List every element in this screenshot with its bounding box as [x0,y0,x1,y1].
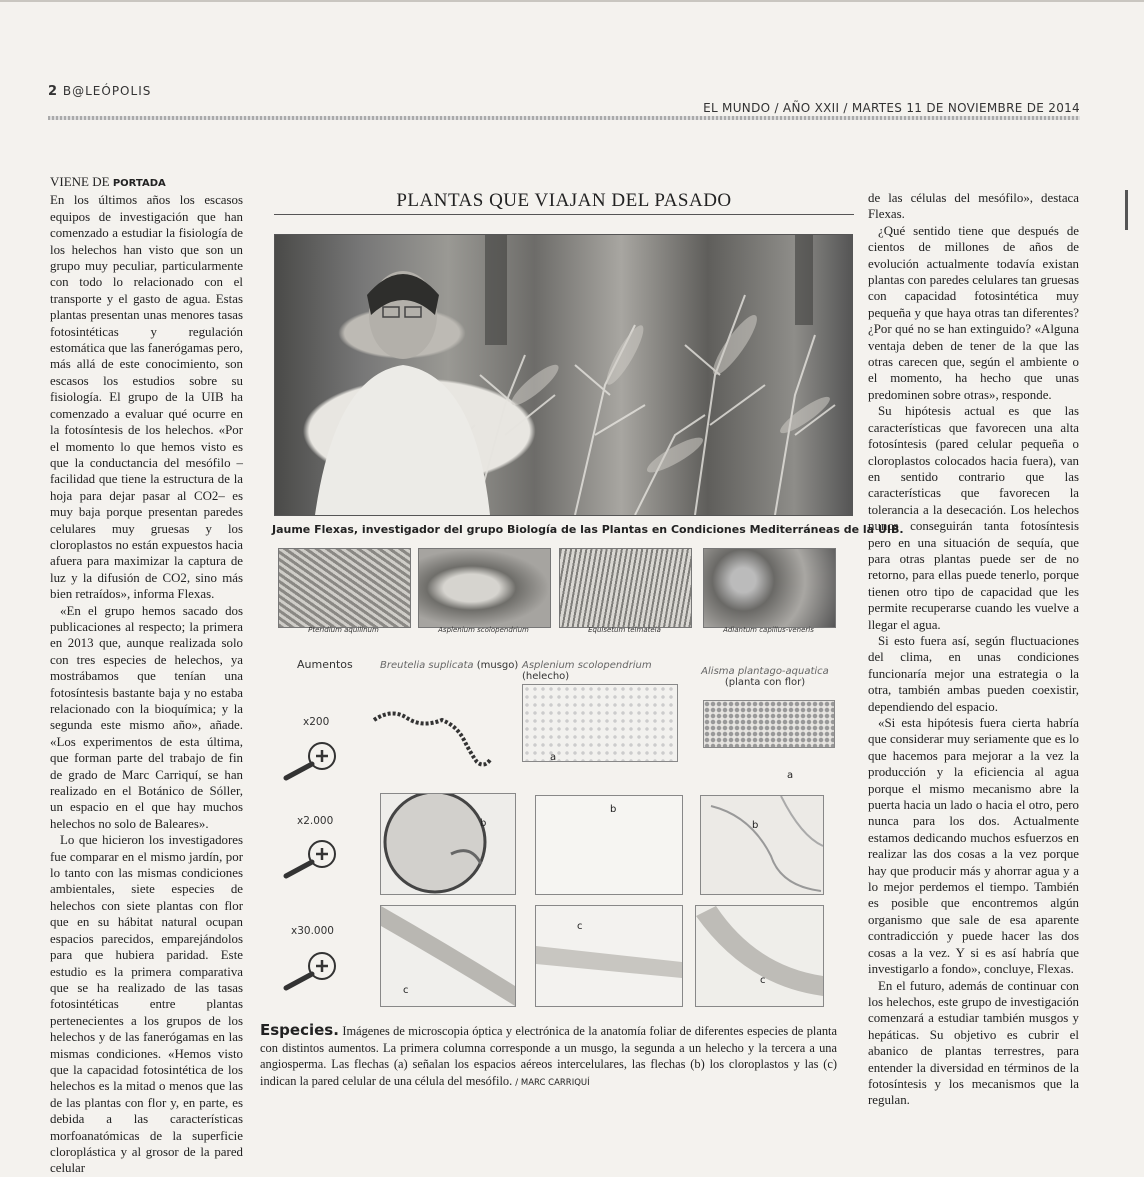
main-photo [274,234,853,516]
page-header-left [48,84,151,99]
micro-fern-x30000 [535,905,683,1007]
species-type: (musgo) [476,660,519,671]
article-column-3 [868,190,1079,1109]
article-title: PLANTAS QUE VIAJAN DEL PASADO [396,190,732,211]
arrow-label: c [577,921,583,932]
micro-moss-x200 [372,690,510,770]
masthead-date: EL MUNDO / AÑO XXII / MARTES 11 DE NOVIEMBRE DE 2014 [703,101,1080,115]
arrow-label: c [760,975,766,986]
paragraph: En los últimos años los escasos equipos de investigación que han comenzado a estudiar la fisiología de los helechos han visto que son un grupo muy peculiar, particularmente con todo lo relacionado con el transporte y el gasto de agua. Estas plantas presentan unas menores tasas fotosintéticas y regulación estomática que las fanerógamas pero, más allá de este conocimiento, son escasos los estudios sobre su fisiología. El grupo de la UIB ha comenzado a evaluar qué ocurre en la fotosíntesis de los helechos. «Por el momento lo que hemos visto es que la conductancia del mesófilo –facilidad que tiene la estructura de la hoja para dejar pasar al CO2– es muy baja porque presentan paredes celulares muy gruesas y los cloroplastos no están expuestos hacia afuera para maximizar la captura de luz y la difusión de CO2, sino más bien retraídos», informa Flexas. [50,193,243,602]
arrow-label: c [403,985,409,996]
caption-lead: Especies. [260,1021,339,1039]
thumbnail-label: Pteridium aquilinum [308,626,379,634]
species-name: Asplenium scolopendrium [522,660,652,671]
magnification-label: x2.000 [297,815,334,827]
paragraph: ¿Qué sentido tiene que después de cientos de millones de años de evolución actualmente todavía existan plantas con paredes celulares tan gruesas con capacidad fotosintética muy pequeña y que haya otras tan diferentes? ¿Por qué no se han extinguido? «Alguna ventaja deben de tener de la que las otras carecen que, según el ambiente o el momento, ha hecho que unas predominen sobre otras», responde. [868,223,1079,402]
magnification-header: Aumentos [297,658,353,671]
micro-moss-x2000 [380,793,516,895]
thumbnail-asplenium [418,548,551,628]
scan-margin-mark [1125,190,1128,230]
arrow-label: a [787,770,794,781]
figure-caption [260,1022,837,1091]
kicker [50,174,243,192]
fern-photo-illustration [275,235,852,515]
thumbnail-pteridium [278,548,411,628]
micro-fern-x200 [522,684,678,762]
thumbnail-label: Asplenium scolopendrium [438,626,529,634]
article-column-1 [50,174,243,1177]
title-rule [274,214,854,215]
species-type: (planta con flor) [724,677,806,688]
caption-text: Imágenes de microscopia óptica y electrónica de la anatomía foliar de diferentes especies de planta con distintos aumentos. La primera columna corresponde a un musgo, la segunda a un helecho y la tercera a una angiosperma. Las flechas (a) señalan los espacios aéreos intercelulares, las flechas (b) los cloroplastos y las (c) indican la pared celular de una célula del mesófilo. [260,1024,837,1088]
section-name: B@LEÓPOLIS [62,84,152,98]
paragraph: de las células del mesófilo», destaca Flexas. [868,191,1079,222]
paragraph: Si esto fuera así, según fluctuaciones del clima, en unas condiciones funcionaría mejor una estrategia o la otra, también ambas pueden coexistir, dependiendo del espacio. [868,633,1079,714]
magnification-label: x30.000 [291,925,334,937]
magnifier-icon [280,944,342,992]
arrow-label: b [480,818,487,829]
micro-angiosperm-x200 [703,700,835,748]
arrow-label: b [610,804,617,815]
paragraph: En el futuro, además de continuar con los helechos, este grupo de investigación comenzará a estudiar también musgos y hepáticas. Su objetivo es cubrir el abanico de plantas terrestres, para entender la diversidad en términos de la fotosíntesis y los mecanismos que la regulan. [868,978,1079,1108]
thumbnail-equisetum [559,548,692,628]
species-name: Breutelia suplicata [380,660,474,671]
column-header-angiosperm [700,666,830,688]
header-rule [48,116,1080,120]
species-type: (helecho) [522,671,570,682]
top-border-line [0,0,1144,2]
paragraph: «Si esta hipótesis fuera cierta habría que considerar muy seriamente que es lo que hacemos para mejorar a la vez la producción y la eficiencia al agua porque el mismo mecanismo abre la puerta hacia un lado o hacia el otro, pero nunca para los dos. Actualmente estamos dedicando muchos esfuerzos en realizar las dos cosas a la vez porque hay que producir más y ahorrar agua y a lo mejor perdemos el tiempo. También es posible que encontremos algún organismo que sale de esa aparente contradicción y puede hacer las dos cosas a la vez. Y si es así habría que investigarlo a fondo», concluye, Flexas. [868,716,1079,977]
photo-credit: / MARC CARRIQUÍ [515,1077,590,1088]
photo-caption: Jaume Flexas, investigador del grupo Biología de las Plantas en Condiciones Mediterráneas de la UIB. [272,523,904,536]
magnifier-icon [280,832,342,880]
paragraph: «En el grupo hemos sacado dos publicaciones al respecto; la primera en 2013 que, aunque realizada solo con tres especies de helechos, ya mostrábamos que tenían una fotosíntesis bastante baja y no estaba relacionado con la bioquímica; y la segunda este mismo año», añade. «Los experimentos de esta última, que forman parte del trabajo de fin de grado de Marc Carriquí, se han realizado en el Botánico de Sóller, un espacio en el que hay muchos helechos no solo de Baleares». [50,603,243,831]
micro-angiosperm-x2000 [700,795,824,895]
page-number: 2 [48,84,59,99]
thumbnail-adiantum [703,548,836,628]
kicker-prefix: VIENE DE [50,174,110,189]
micro-fern-x2000 [535,795,683,895]
magnification-label: x200 [303,716,330,728]
species-name: Alisma plantago-aquatica [701,666,829,677]
paragraph: Lo que hicieron los investigadores fue comparar en el mismo jardín, por lo tanto con las mismas condiciones ambientales, siete especies de helechos con siete plantas con flor que en su hábitat natural ocupan espacios parecidos, emparejándolos para que hubiera paridad. Este estudio es la primera comparativa que se ha realizado de las tasas fotosintéticas entre plantas pertenecientes a los grupos de los helechos y de las fanerógamas en las mismas condiciones. «Hemos visto que la capacidad fotosintética de los helechos es la mitad o menos que las de las plantas con flor y, en parte, es debida a las características morfoanatómicas de la superficie cloroplástica y al grosor de la pared celular [50,833,243,1176]
magnifier-icon [280,734,342,782]
thumbnail-label: Adiantum capillus-veneris [723,626,814,634]
micro-moss-x30000 [380,905,516,1007]
thumbnail-label: Equisetum telmateia [588,626,661,634]
arrow-label: b [752,820,759,831]
column-header-moss [380,660,520,671]
kicker-bold: PORTADA [112,178,166,189]
column-header-fern [522,660,692,682]
micro-angiosperm-x30000 [695,905,824,1007]
paragraph: Su hipótesis actual es que las características que favorecen una alta fotosíntesis (pared celular pequeña o cloroplastos colocados hacia fuera), van en sentido contrario que las características que favorecen la tolerancia a la desecación. Los helechos nunca conseguirán tanta fotosíntesis pero en una situación de sequía, que para otras plantas puede ser de no retorno, para ellas puede tenerlo, porque tienen otro tipo de capacidad que les permite recuperarse cuando les vuelve a llegar el agua. [868,404,1079,632]
arrow-label: a [550,752,557,763]
